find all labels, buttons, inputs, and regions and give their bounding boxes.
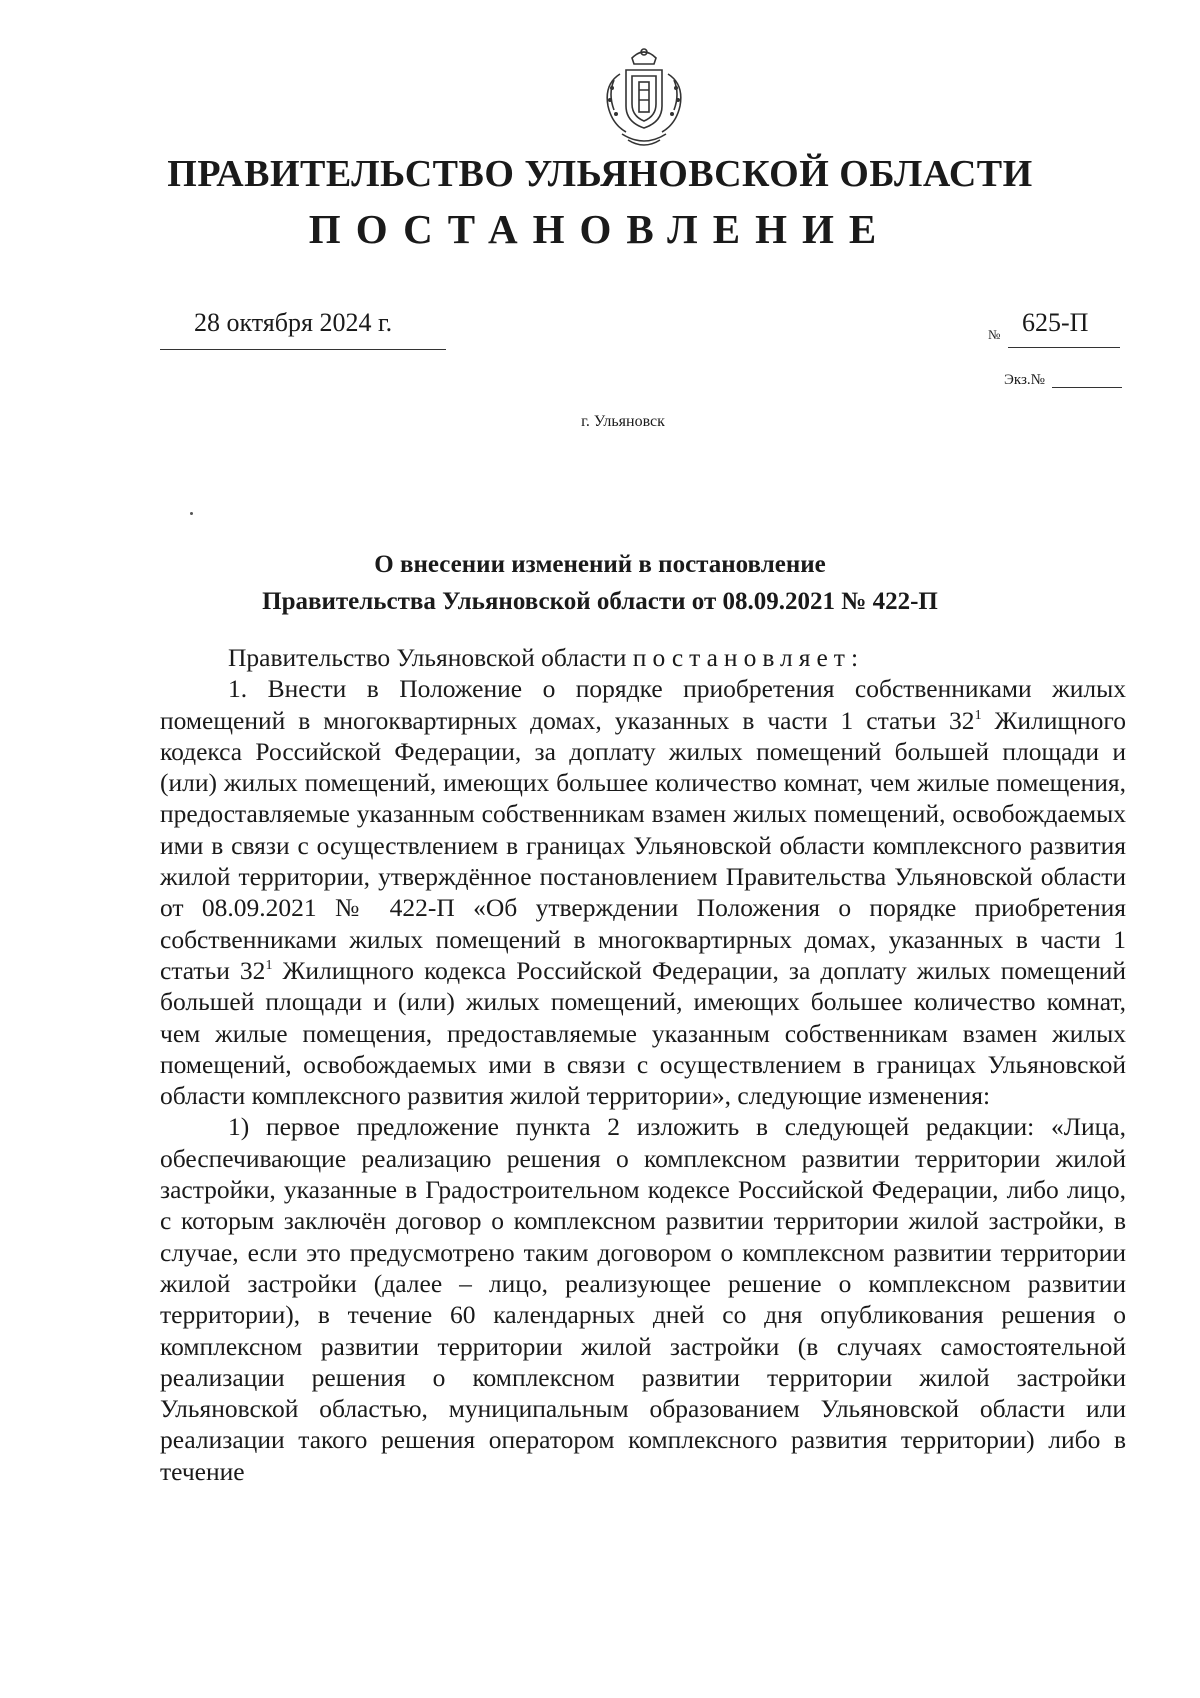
document-subject xyxy=(0,546,1200,620)
paragraph-1-part-2: Жилищного кодекса Российской Федерации, за доплату жилых помещений большей площади и (или) жилых помещений, имеющих большее количество комнат, чем жилые помещения, предоставляемые указанным собственникам взамен жилых помещений, освобождаемых ими в связи с осуществлением в границах Ульяновской области комплексного развития жилой территории, утверждённое постановлением Правительства Ульяновской области от 08.09.2021 № 422-П «Об утверждении Положения о порядке приобретения собственниками жилых помещений в многоквартирных домах, указанных в части 1 статьи 32 xyxy=(160,705,1126,985)
copy-number-label: Экз.№ xyxy=(1004,372,1045,388)
document-number: 625-П xyxy=(1022,308,1089,337)
intro-paragraph xyxy=(160,642,1126,673)
paragraph-1-part-3: Жилищного кодекса Российской Федерации, за доплату жилых помещений большей площади и (или) жилых помещений, имеющих большее количество комнат, чем жилые помещения, предоставляемые указанным собственникам взамен жилых помещений, освобождаемых ими в связи с осуществлением в границах Ульяновской области комплексного развития жилой территории», следующие изменения: xyxy=(160,955,1126,1111)
paragraph-1 xyxy=(160,673,1126,1111)
number-sign: № xyxy=(988,327,1001,342)
subject-line-1: О внесении изменений в постановление xyxy=(374,551,826,578)
subject-line-2: Правительства Ульяновской области от 08.09.2021 № 422-П xyxy=(262,588,938,615)
paragraph-2: 1) первое предложение пункта 2 изложить в следующей редакции: «Лица, обеспечивающие реализацию решения о комплексном развитии территории жилой застройки, указанные в Градостроительном кодексе Российской Федерации, либо лицо, с которым заключён договор о комплексном развитии территории жилой застройки, в случае, если это предусмотрено таким договором о комплексном развитии территории жилой застройки (далее – лицо, реализующее решение о комплексном развитии территории), в течение 60 календарных дней со дня опубликования решения о комплексном развитии территории жилой застройки (в случаях самостоятельной реализации решения о комплексном развитии территории жилой застройки Ульяновской областью, муниципальным образованием Ульяновской области или реализации такого решения оператором комплексного развития территории) либо в течение xyxy=(160,1112,1126,1486)
date-underline xyxy=(160,349,446,350)
superscript-2: 1 xyxy=(265,957,273,973)
coat-of-arms-emblem xyxy=(592,44,696,154)
government-title: ПРАВИТЕЛЬСТВО УЛЬЯНОВСКОЙ ОБЛАСТИ xyxy=(167,153,1033,195)
document-type-title: ПОСТАНОВЛЕНИЕ xyxy=(308,206,892,252)
city-name: г. Ульяновск xyxy=(581,413,665,430)
number-underline xyxy=(1008,347,1120,348)
document-body xyxy=(160,642,1126,1487)
intro-verb: постановляет xyxy=(632,643,851,672)
superscript-1: 1 xyxy=(974,707,982,723)
copy-number-underline xyxy=(1052,387,1122,388)
scan-artifact xyxy=(190,512,193,515)
document-date: 28 октября 2024 г. xyxy=(194,308,393,337)
intro-prefix: Правительство Ульяновской области xyxy=(228,643,627,672)
intro-suffix: : xyxy=(850,643,859,672)
paragraph-1-part-1: 1. Внести в Положение о порядке приобретения собственниками жилых помещений в многоквартирных домах, указанных в части 1 статьи 32 xyxy=(160,674,1126,735)
